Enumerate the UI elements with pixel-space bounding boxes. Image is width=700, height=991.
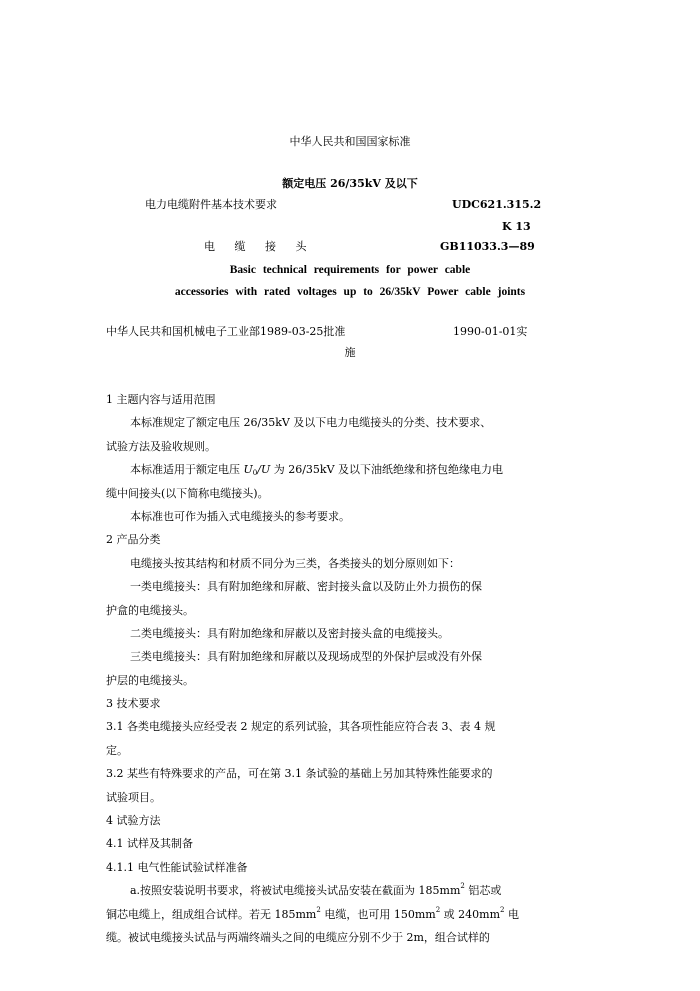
s1-paragraph-3: 本标准也可作为插入式电缆接头的参考要求。 (130, 509, 350, 523)
gb-code: GB11033.3—89 (440, 240, 535, 253)
title-line-3: 电 缆 接 头 (204, 240, 315, 253)
s1-paragraph-2-line-2: 缆中间接头(以下简称电缆接头)。 (106, 486, 269, 500)
implementation-date: 1990-01-01实 (453, 325, 528, 338)
title-line-2: 电力电缆附件基本技术要求 (145, 198, 277, 211)
superscript-2: 2 (435, 905, 441, 914)
s2-paragraph-4-line-1: 三类电缆接头：具有附加绝缘和屏蔽以及现场成型的外保护层或没有外保 (130, 650, 482, 664)
s2-paragraph-2-line-1: 一类电缆接头：具有附加绝缘和屏蔽、密封接头盒以及防止外力损伤的保 (130, 580, 482, 594)
item-a-2-mid2: 或 240mm (440, 907, 501, 921)
item-a-line-1 (106, 879, 530, 902)
s2-paragraph-4-line-2: 护层的电缆接头。 (106, 673, 194, 687)
s3-1-line-2: 定。 (106, 743, 128, 757)
s2-paragraph-1: 电缆接头按其结构和材质不同分为三类，各类接头的划分原则如下： (130, 556, 460, 570)
item-a-2-mid: 电缆，也可用 150mm (320, 907, 436, 921)
s3-1-line-1: 3.1 各类电缆接头应经受表 2 规定的系列试验，其各项性能应符合表 3、表 4 规 (106, 720, 496, 734)
approval-line: 中华人民共和国机械电子工业部1989-03-25批准 (106, 325, 346, 338)
section-2-title: 2 产品分类 (106, 533, 161, 547)
s2-paragraph-3: 二类电缆接头：具有附加绝缘和屏蔽以及密封接头盒的电缆接头。 (130, 626, 449, 640)
document-body (106, 388, 530, 949)
udc-code: UDC621.315.2 (452, 198, 542, 211)
section-4-1-1-title: 4.1.1 电气性能试验试样准备 (106, 860, 248, 874)
u0-subscript: 0 (252, 469, 258, 478)
item-a-2-post: 电 (504, 907, 519, 921)
s1-paragraph-2-line-1 (106, 458, 530, 481)
u0-symbol: U (243, 463, 253, 477)
section-4-1-title: 4.1 试样及其制备 (106, 837, 193, 851)
item-a-1-pre: a.按照安装说明书要求，将被试电缆接头试品安装在截面为 185mm (130, 884, 461, 898)
item-a-1-post: 铝芯或 (464, 884, 502, 898)
s1-p2-pre: 本标准适用于额定电压 (130, 463, 244, 477)
superscript-2: 2 (460, 882, 465, 891)
item-a-line-2 (106, 903, 530, 926)
s1-paragraph-1-line-1: 本标准规定了额定电压 26/35kV 及以下电力电缆接头的分类、技术要求、 (130, 416, 492, 430)
s3-2-line-1: 3.2 某些有特殊要求的产品，可在第 3.1 条试验的基础上另加其特殊性能要求的 (106, 767, 493, 781)
section-3-title: 3 技术要求 (106, 697, 161, 711)
section-4-title: 4 试验方法 (106, 814, 161, 828)
s1-paragraph-1-line-2: 试验方法及验收规则。 (106, 439, 216, 453)
k-code: K 13 (502, 220, 531, 233)
superscript-2: 2 (316, 905, 321, 914)
english-title-1: Basic technical requirements for power cable (229, 264, 471, 276)
item-a-line-3: 缆。被试电缆接头试品与两端终端头之间的电缆应分别不少于 2m，组合试样的 (106, 930, 490, 944)
section-1-title: 1 主题内容与适用范围 (106, 393, 216, 406)
s1-p2-post: 为 26/35kV 及以下油纸绝缘和挤包绝缘电力电 (270, 463, 504, 477)
s2-paragraph-2-line-2: 护盒的电缆接头。 (106, 603, 194, 617)
u-symbol: /U (257, 463, 271, 477)
implementation-tail: 施 (344, 346, 356, 359)
english-title-2: accessories with rated voltages up to 26/35kV Power cable joints (174, 286, 526, 298)
country-standard-heading: 中华人民共和国国家标准 (289, 135, 411, 148)
s3-2-line-2: 试验项目。 (106, 790, 161, 804)
superscript-2: 2 (500, 905, 505, 914)
title-line-1: 额定电压 26/35kV 及以下 (282, 177, 418, 190)
item-a-2-pre: 铜芯电缆上，组成组合试样。若无 185mm (106, 907, 317, 921)
